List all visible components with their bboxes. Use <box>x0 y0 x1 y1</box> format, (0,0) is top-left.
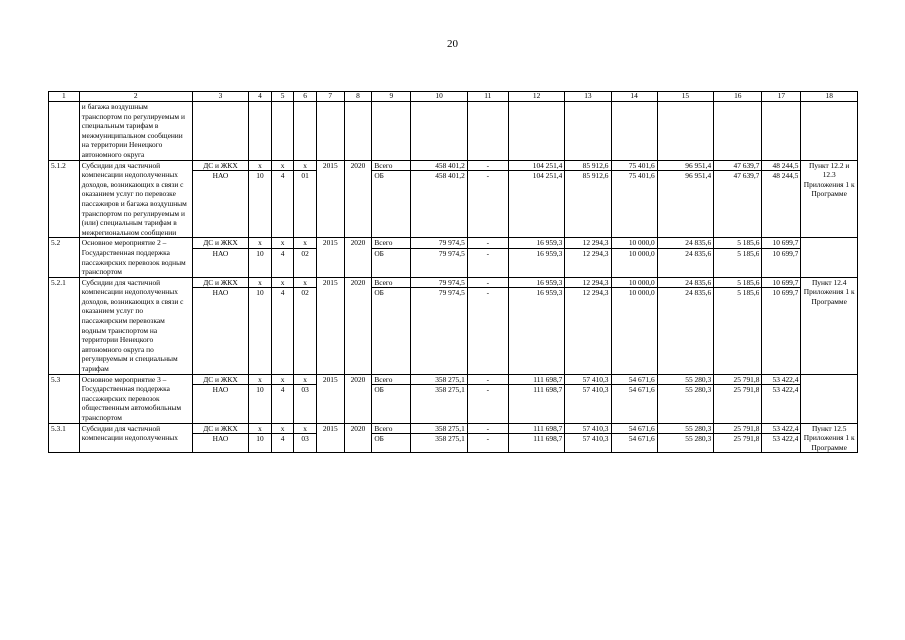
description-cell: и багажа воздушным транспортом по регулируемым и специальным тарифам в межмуниципальном сообщении на территории Ненецкого автономного округа <box>79 102 192 161</box>
start-year-cell: 2015 <box>316 160 344 238</box>
responsible-cell <box>192 423 248 453</box>
year-2018-cell <box>657 277 713 374</box>
regional-budget-line: 10 699,7 <box>772 248 799 258</box>
total-line: ДС и ЖКХ <box>193 424 248 435</box>
item-number-cell: 5.2 <box>49 238 80 277</box>
total-line: 10 000,0 <box>612 278 657 289</box>
total-line: 75 401,6 <box>612 161 657 172</box>
total-line: - <box>468 375 508 386</box>
column-number-2: 2 <box>79 92 192 102</box>
year-2019-cell <box>714 102 762 161</box>
regional-budget-line: 4 <box>280 248 285 258</box>
regional-budget-line: ОБ <box>374 171 384 181</box>
regional-budget-line <box>274 112 292 122</box>
total-line: 24 835,6 <box>658 238 713 249</box>
description-cell: Основное мероприятие 2 – Государственная поддержка пассажирских перевозок водным транспортом <box>79 238 192 277</box>
year-2015-cell <box>508 277 564 374</box>
program-reference-cell <box>801 374 858 423</box>
total-amount-cell <box>411 374 467 423</box>
section-code-cell <box>249 374 272 423</box>
total-line: 57 410,3 <box>565 424 610 435</box>
total-line <box>565 102 610 112</box>
total-amount-cell <box>411 277 467 374</box>
column-number-7: 7 <box>316 92 344 102</box>
regional-budget-line: ОБ <box>374 385 384 395</box>
regional-budget-line <box>614 112 655 122</box>
total-line: Всего <box>372 375 410 386</box>
regional-budget-line: 54 671,6 <box>628 434 655 444</box>
item-number-cell: 5.3.1 <box>49 423 80 453</box>
total-amount-cell <box>411 102 467 161</box>
total-line: х <box>249 278 271 289</box>
year-2020-cell <box>762 423 801 453</box>
total-line: 47 639,7 <box>714 161 761 172</box>
total-line: Всего <box>372 278 410 289</box>
regional-budget-line: 5 185,6 <box>737 288 760 298</box>
page-crop <box>0 581 905 640</box>
year-2019-cell <box>714 160 762 238</box>
subsection-code-cell <box>271 277 294 374</box>
regional-budget-line: 24 835,6 <box>685 248 712 258</box>
regional-budget-line: 4 <box>280 385 285 395</box>
program-table <box>48 91 858 453</box>
regional-budget-line: 79 974,5 <box>438 288 465 298</box>
year-2014-cell <box>467 238 508 277</box>
regional-budget-line: 16 959,3 <box>536 288 563 298</box>
year-2014-cell <box>467 102 508 161</box>
regional-budget-line: 358 275,1 <box>435 385 465 395</box>
total-line: - <box>468 161 508 172</box>
total-line: Всего <box>372 161 410 172</box>
responsible-cell <box>192 160 248 238</box>
item-number-cell <box>49 102 80 161</box>
total-line: 458 401,2 <box>411 161 466 172</box>
regional-budget-line: 57 410,3 <box>582 434 609 444</box>
regional-budget-line: 4 <box>280 434 285 444</box>
page-number: 20 <box>447 38 458 50</box>
subsection-code-cell <box>271 160 294 238</box>
funding-source-cell <box>372 423 411 453</box>
regional-budget-line: 10 <box>256 288 264 298</box>
column-number-11: 11 <box>467 92 508 102</box>
funding-source-cell <box>372 374 411 423</box>
year-2018-cell <box>657 102 713 161</box>
year-2014-cell <box>467 277 508 374</box>
total-line: 25 791,8 <box>714 375 761 386</box>
regional-budget-line <box>511 112 562 122</box>
table-row <box>49 423 858 453</box>
regional-budget-line: 79 974,5 <box>438 248 465 258</box>
regional-budget-line <box>296 112 314 122</box>
regional-budget-line: 5 185,6 <box>737 248 760 258</box>
column-number-8: 8 <box>344 92 372 102</box>
section-code-cell <box>249 238 272 277</box>
column-number-1: 1 <box>49 92 80 102</box>
total-line: х <box>294 278 316 289</box>
regional-budget-line: 02 <box>301 248 309 258</box>
total-line: 358 275,1 <box>411 424 466 435</box>
year-2015-cell <box>508 238 564 277</box>
year-2019-cell <box>714 374 762 423</box>
total-line: х <box>272 375 294 386</box>
total-line: 53 422,4 <box>762 375 800 386</box>
total-line <box>193 102 248 112</box>
column-number-13: 13 <box>565 92 611 102</box>
regional-budget-line: 10 000,0 <box>628 288 655 298</box>
target-code-cell <box>294 238 317 277</box>
table-body <box>49 92 858 453</box>
year-2017-cell <box>611 238 657 277</box>
end-year-cell <box>344 102 372 161</box>
year-2018-cell <box>657 160 713 238</box>
total-line: 111 698,7 <box>509 424 564 435</box>
total-line <box>509 102 564 112</box>
total-line: 96 951,4 <box>658 161 713 172</box>
total-line: 54 671,6 <box>612 375 657 386</box>
end-year-cell: 2020 <box>344 160 372 238</box>
description-cell: Субсидии для частичной компенсации недополученных доходов, возникающих в связи с оказанием услуг по пассажирским перевозкам водным транспортом на территории Ненецкого автономного округа по регулируемым и специальным тарифам <box>79 277 192 374</box>
regional-budget-line: НАО <box>212 248 229 258</box>
total-line: х <box>272 238 294 249</box>
regional-budget-line: 54 671,6 <box>628 385 655 395</box>
year-2017-cell <box>611 423 657 453</box>
regional-budget-line: 75 401,6 <box>628 171 655 181</box>
description-cell: Субсидии для частичной компенсации недополученных <box>79 423 192 453</box>
year-2020-cell <box>762 160 801 238</box>
column-number-14: 14 <box>611 92 657 102</box>
total-line: 12 294,3 <box>565 238 610 249</box>
subsection-code-cell <box>271 102 294 161</box>
item-number-cell: 5.2.1 <box>49 277 80 374</box>
total-line: 79 974,5 <box>411 238 466 249</box>
year-2017-cell <box>611 160 657 238</box>
column-number-5: 5 <box>271 92 294 102</box>
total-line: 53 422,4 <box>762 424 800 435</box>
total-line: х <box>249 375 271 386</box>
subsection-code-cell <box>271 423 294 453</box>
regional-budget-line: 358 275,1 <box>435 434 465 444</box>
total-line: х <box>294 161 316 172</box>
regional-budget-line <box>251 112 269 122</box>
end-year-cell: 2020 <box>344 238 372 277</box>
regional-budget-line: 25 791,8 <box>733 385 760 395</box>
regional-budget-line: - <box>486 385 490 395</box>
year-2017-cell <box>611 277 657 374</box>
total-line: ДС и ЖКХ <box>193 238 248 249</box>
column-number-12: 12 <box>508 92 564 102</box>
year-2015-cell <box>508 423 564 453</box>
regional-budget-line: 10 <box>256 434 264 444</box>
funding-source-cell <box>372 277 411 374</box>
regional-budget-line <box>413 112 464 122</box>
regional-budget-line: 01 <box>301 171 309 181</box>
year-2020-cell <box>762 374 801 423</box>
regional-budget-line: 47 639,7 <box>733 171 760 181</box>
regional-budget-line: 12 294,3 <box>582 288 609 298</box>
total-line: 79 974,5 <box>411 278 466 289</box>
year-2020-cell <box>762 102 801 161</box>
year-2020-cell <box>762 238 801 277</box>
description-cell: Субсидии для частичной компенсации недополученных доходов, возникающих в связи с оказанием услуг по перевозке пассажиров и багажа воздушным транспортом по регулируемым и (или) специальным тарифам в межрегиональном сообщении <box>79 160 192 238</box>
regional-budget-line: 111 698,7 <box>533 434 563 444</box>
end-year-cell: 2020 <box>344 374 372 423</box>
subsection-code-cell <box>271 374 294 423</box>
regional-budget-line: 104 251,4 <box>532 171 563 181</box>
end-year-cell: 2020 <box>344 277 372 374</box>
start-year-cell: 2015 <box>316 277 344 374</box>
total-line: ДС и ЖКХ <box>193 375 248 386</box>
regional-budget-line: 10 <box>256 171 264 181</box>
year-2015-cell <box>508 102 564 161</box>
total-line: х <box>272 161 294 172</box>
total-line: 16 959,3 <box>509 278 564 289</box>
regional-budget-line: НАО <box>212 288 229 298</box>
section-code-cell <box>249 423 272 453</box>
total-line <box>249 102 271 112</box>
regional-budget-line: - <box>486 248 490 258</box>
total-line: - <box>468 238 508 249</box>
regional-budget-line: 53 422,4 <box>772 434 799 444</box>
start-year-cell: 2015 <box>316 374 344 423</box>
regional-budget-line <box>195 112 246 122</box>
regional-budget-line <box>470 112 506 122</box>
total-line: 25 791,8 <box>714 424 761 435</box>
start-year-cell <box>316 102 344 161</box>
program-reference-cell <box>801 102 858 161</box>
regional-budget-line: 02 <box>301 288 309 298</box>
table-row <box>49 277 858 374</box>
target-code-cell <box>294 160 317 238</box>
column-number-4: 4 <box>249 92 272 102</box>
total-line <box>658 102 713 112</box>
total-line: х <box>249 424 271 435</box>
total-line: 10 699,7 <box>762 238 800 249</box>
total-line <box>411 102 466 112</box>
responsible-cell <box>192 102 248 161</box>
year-2015-cell <box>508 160 564 238</box>
total-line <box>468 102 508 112</box>
total-line <box>714 102 761 112</box>
total-line: 12 294,3 <box>565 278 610 289</box>
regional-budget-line: НАО <box>212 434 229 444</box>
total-line: Всего <box>372 424 410 435</box>
regional-budget-line <box>716 112 759 122</box>
table-row <box>49 374 858 423</box>
total-line: - <box>468 424 508 435</box>
total-line: х <box>272 424 294 435</box>
total-amount-cell <box>411 160 467 238</box>
responsible-cell <box>192 374 248 423</box>
total-line: ДС и ЖКХ <box>193 161 248 172</box>
program-reference-cell: Пункт 12.5 Приложения 1 к Программе <box>801 423 858 453</box>
section-code-cell <box>249 102 272 161</box>
column-number-18: 18 <box>801 92 858 102</box>
regional-budget-line: 10 000,0 <box>628 248 655 258</box>
section-code-cell <box>249 277 272 374</box>
regional-budget-line: - <box>486 434 490 444</box>
regional-budget-line: 16 959,3 <box>536 248 563 258</box>
responsible-cell <box>192 277 248 374</box>
program-reference-cell: Пункт 12.2 и 12.3 Приложения 1 к Программе <box>801 160 858 238</box>
regional-budget-line <box>764 112 798 122</box>
regional-budget-line: 25 791,8 <box>733 434 760 444</box>
column-number-15: 15 <box>657 92 713 102</box>
regional-budget-line: - <box>486 288 490 298</box>
year-2014-cell <box>467 374 508 423</box>
program-reference-cell: Пункт 12.4 Приложения 1 к Программе <box>801 277 858 374</box>
regional-budget-line: НАО <box>212 385 229 395</box>
item-number-cell: 5.3 <box>49 374 80 423</box>
regional-budget-line: 85 912,6 <box>582 171 609 181</box>
total-line <box>294 102 316 112</box>
regional-budget-line: 57 410,3 <box>582 385 609 395</box>
regional-budget-line: 53 422,4 <box>772 385 799 395</box>
table-row <box>49 102 858 161</box>
year-2016-cell <box>565 238 611 277</box>
column-number-6: 6 <box>294 92 317 102</box>
column-number-row <box>49 92 858 102</box>
regional-budget-line: ОБ <box>374 434 384 444</box>
regional-budget-line <box>660 112 711 122</box>
total-line: 16 959,3 <box>509 238 564 249</box>
regional-budget-line: 111 698,7 <box>533 385 563 395</box>
year-2016-cell <box>565 160 611 238</box>
total-line: х <box>249 161 271 172</box>
total-line: 5 185,6 <box>714 278 761 289</box>
funding-source-cell <box>372 160 411 238</box>
column-number-16: 16 <box>714 92 762 102</box>
funding-source-cell <box>372 102 411 161</box>
total-line: 57 410,3 <box>565 375 610 386</box>
year-2019-cell <box>714 423 762 453</box>
total-line: 10 699,7 <box>762 278 800 289</box>
total-line: 55 280,3 <box>658 424 713 435</box>
total-line: 358 275,1 <box>411 375 466 386</box>
total-line: х <box>249 238 271 249</box>
year-2019-cell <box>714 277 762 374</box>
column-number-3: 3 <box>192 92 248 102</box>
target-code-cell <box>294 277 317 374</box>
regional-budget-line: 4 <box>280 171 285 181</box>
table-row <box>49 238 858 277</box>
description-cell: Основное мероприятие 3 – Государственная поддержка пассажирских перевозок общественным автомобильным транспортом <box>79 374 192 423</box>
year-2015-cell <box>508 374 564 423</box>
regional-budget-line: 10 <box>256 248 264 258</box>
total-line: 55 280,3 <box>658 375 713 386</box>
total-line: - <box>468 278 508 289</box>
year-2018-cell <box>657 423 713 453</box>
start-year-cell: 2015 <box>316 238 344 277</box>
total-line: х <box>294 424 316 435</box>
year-2017-cell <box>611 102 657 161</box>
year-2016-cell <box>565 423 611 453</box>
subsection-code-cell <box>271 238 294 277</box>
year-2019-cell <box>714 238 762 277</box>
total-line: х <box>294 375 316 386</box>
funding-source-cell <box>372 238 411 277</box>
total-line: Всего <box>372 238 410 249</box>
column-number-17: 17 <box>762 92 801 102</box>
regional-budget-line: 458 401,2 <box>435 171 465 181</box>
year-2018-cell <box>657 374 713 423</box>
section-code-cell <box>249 160 272 238</box>
total-line <box>762 102 800 112</box>
regional-budget-line <box>567 112 608 122</box>
regional-budget-line: 03 <box>301 385 309 395</box>
total-line: 48 244,5 <box>762 161 800 172</box>
total-line <box>272 102 294 112</box>
total-line <box>612 102 657 112</box>
regional-budget-line: - <box>486 171 490 181</box>
total-line: 10 000,0 <box>612 238 657 249</box>
total-line <box>372 102 410 112</box>
regional-budget-line: НАО <box>212 171 229 181</box>
year-2016-cell <box>565 277 611 374</box>
regional-budget-line: 10 699,7 <box>772 288 799 298</box>
year-2020-cell <box>762 277 801 374</box>
table-row <box>49 160 858 238</box>
regional-budget-line: 24 835,6 <box>685 288 712 298</box>
total-line: 85 912,6 <box>565 161 610 172</box>
total-amount-cell <box>411 238 467 277</box>
total-line: 5 185,6 <box>714 238 761 249</box>
year-2014-cell <box>467 423 508 453</box>
target-code-cell <box>294 374 317 423</box>
total-line: х <box>272 278 294 289</box>
total-line: ДС и ЖКХ <box>193 278 248 289</box>
year-2017-cell <box>611 374 657 423</box>
target-code-cell <box>294 423 317 453</box>
regional-budget-line: 96 951,4 <box>685 171 712 181</box>
regional-budget-line: 10 <box>256 385 264 395</box>
total-line: 104 251,4 <box>509 161 564 172</box>
regional-budget-line <box>374 112 408 122</box>
column-number-9: 9 <box>372 92 411 102</box>
item-number-cell: 5.1.2 <box>49 160 80 238</box>
regional-budget-line: ОБ <box>374 288 384 298</box>
regional-budget-line: 48 244,5 <box>772 171 799 181</box>
total-line: 54 671,6 <box>612 424 657 435</box>
regional-budget-line: 03 <box>301 434 309 444</box>
year-2014-cell <box>467 160 508 238</box>
program-reference-cell <box>801 238 858 277</box>
regional-budget-line: 55 280,3 <box>685 434 712 444</box>
year-2016-cell <box>565 102 611 161</box>
regional-budget-line: 12 294,3 <box>582 248 609 258</box>
target-code-cell <box>294 102 317 161</box>
column-number-10: 10 <box>411 92 467 102</box>
total-line: х <box>294 238 316 249</box>
regional-budget-line: 4 <box>280 288 285 298</box>
responsible-cell <box>192 238 248 277</box>
regional-budget-line: 55 280,3 <box>685 385 712 395</box>
year-2018-cell <box>657 238 713 277</box>
regional-budget-line: ОБ <box>374 248 384 258</box>
total-amount-cell <box>411 423 467 453</box>
year-2016-cell <box>565 374 611 423</box>
start-year-cell: 2015 <box>316 423 344 453</box>
total-line: 24 835,6 <box>658 278 713 289</box>
total-line: 111 698,7 <box>509 375 564 386</box>
end-year-cell: 2020 <box>344 423 372 453</box>
